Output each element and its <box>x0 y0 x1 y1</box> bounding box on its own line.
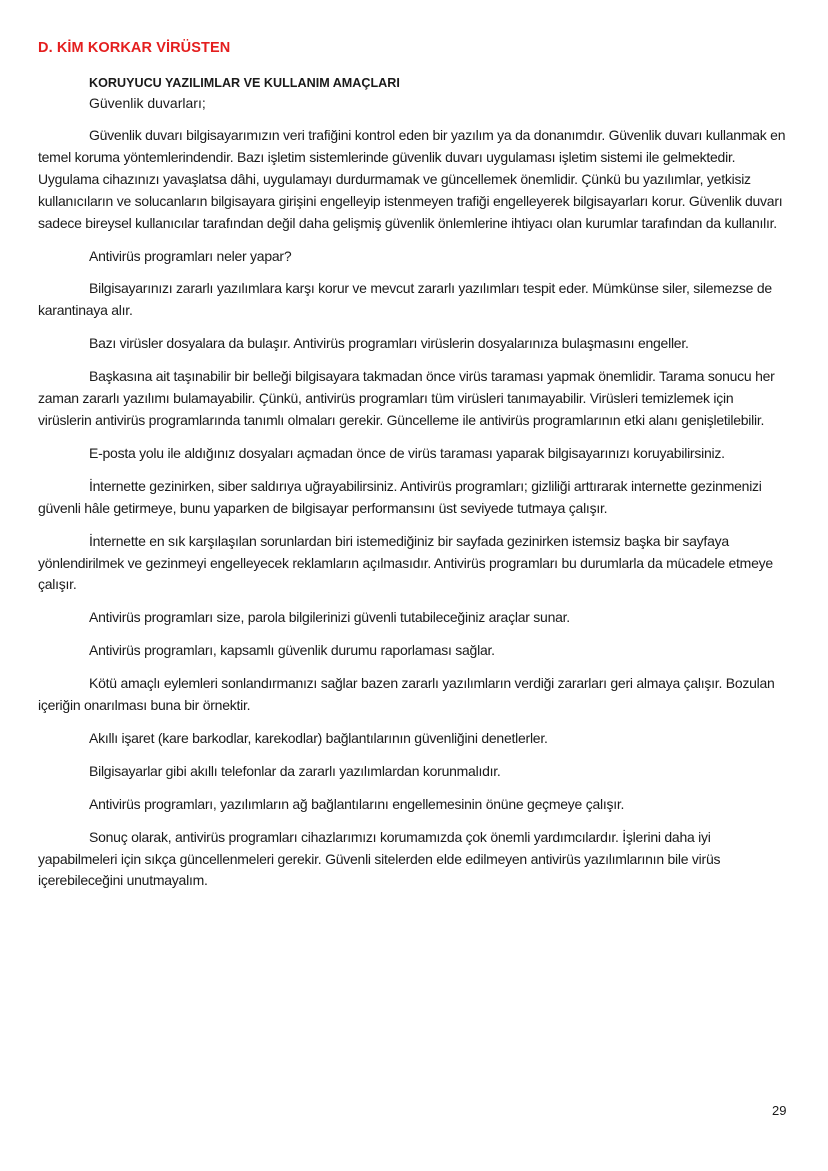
paragraph-smartphones: Bilgisayarlar gibi akıllı telefonlar da zararlı yazılımlardan korunmalıdır. <box>89 762 501 779</box>
section-title: D. KİM KORKAR VİRÜSTEN <box>38 40 231 56</box>
subsection-intro: Güvenlik duvarları; <box>89 95 206 111</box>
paragraph-browsing-safety: İnternette gezinirken, siber saldırıya uğrayabilirsiniz. Antivirüs programları; gizliliği arttırarak internette gezinmenizi güvenli hâle getirmeye, bunu yaparken de bilgisayar performansını üst seviyede tutmaya çalışır. <box>38 477 762 516</box>
paragraph-qr-codes: Akıllı işaret (kare barkodlar, karekodlar) bağlantılarının güvenliğini denetlerler. <box>89 729 548 746</box>
paragraph-firewall-definition: Güvenlik duvarı bilgisayarımızın veri trafiğini kontrol eden bir yazılım ya da donanımdır. Güvenlik duvarı kullanmak en temel koruma yöntemlerindendir. Bazı işletim sistemlerinde güvenlik duvarı uygulaması işletim sistemi ile gelmektedir. Uygulama cihazınızı yavaşlatsa dâhi, uygulamayı durdurmamak ve güncellemek önemlidir. Çünkü bu yazılımlar, yetkisiz kullanıcıların ve solucanların bilgisayara girişini engelleyip istenmeyen trafiği engelleyerek bilgisayarları korur. Güvenlik duvarı sadece bireysel kullanıcılar tarafından değil daha gelişmiş güvenlik önlemlerine ihtiyacı olan kurumlar tarafından da kullanılır. <box>38 127 786 231</box>
subsection-heading: KORUYUCU YAZILIMLAR VE KULLANIM AMAÇLARI <box>89 76 400 90</box>
paragraph-security-reports: Antivirüs programları, kapsamlı güvenlik durumu raporlaması sağlar. <box>89 642 495 659</box>
paragraph-network-connections: Antivirüs programları, yazılımların ağ bağlantılarını engellemesinin önüne geçmeye çalışır. <box>89 795 625 812</box>
paragraph-antivirus-question: Antivirüs programları neler yapar? <box>89 247 292 264</box>
paragraph-protect-detect: Bilgisayarınızı zararlı yazılımlara karşı korur ve mevcut zararlı yazılımları tespit eder. Mümkünse siler, silemezse de karantinaya alır. <box>38 280 772 319</box>
paragraph-file-infection: Bazı virüsler dosyalara da bulaşır. Antivirüs programları virüslerin dosyalarınıza bulaşmasını engeller. <box>89 335 689 352</box>
paragraph-password-tools: Antivirüs programları size, parola bilgilerinizi güvenli tutabileceğiniz araçlar sunar. <box>89 609 570 626</box>
paragraph-redirects-ads: İnternette en sık karşılaşılan sorunlardan biri istemediğiniz bir sayfada gezinirken istemsiz başka bir sayfaya yönlendirilmek ve gezinmeyi engelleyecek reklamların açılmasıdır. Antivirüs programları bu durumlarla da mücadele etmeye çalışır. <box>38 532 773 593</box>
paragraph-email-scan: E-posta yolu ile aldığınız dosyaları açmadan önce de virüs taraması yaparak bilgisayarınızı koruyabilirsiniz. <box>89 444 725 461</box>
paragraph-removable-memory: Başkasına ait taşınabilir bir belleği bilgisayara takmadan önce virüs taraması yapmak önemlidir. Tarama sonucu her zaman zararlı yazılımı bulamayabilir. Çünkü, antivirüs programları tüm virüsleri tanımayabilir. Virüsleri temizlemek için virüslerin antivirüs programlarında tanımlı olmaları gerekir. Güncelleme ile antivirüs programlarının etki alanı genişletilebilir. <box>38 368 775 428</box>
document-body <box>38 125 790 903</box>
paragraph-conclusion: Sonuç olarak, antivirüs programları cihazlarımızı korumamızda çok önemli yardımcılardır. İşlerini daha iyi yapabilmeleri için sıkça güncellenmeleri gerekir. Güvenli sitelerden elde edilmeyen antivirüs yazılımlarının bile virüs içerebileceğini unutmayalım. <box>38 828 721 889</box>
page-number: 29 <box>772 1103 787 1118</box>
paragraph-malicious-actions: Kötü amaçlı eylemleri sonlandırmanızı sağlar bazen zararlı yazılımların verdiği zararları geri almaya çalışır. Bozulan içeriğin onarılması buna bir örnektir. <box>38 675 775 714</box>
